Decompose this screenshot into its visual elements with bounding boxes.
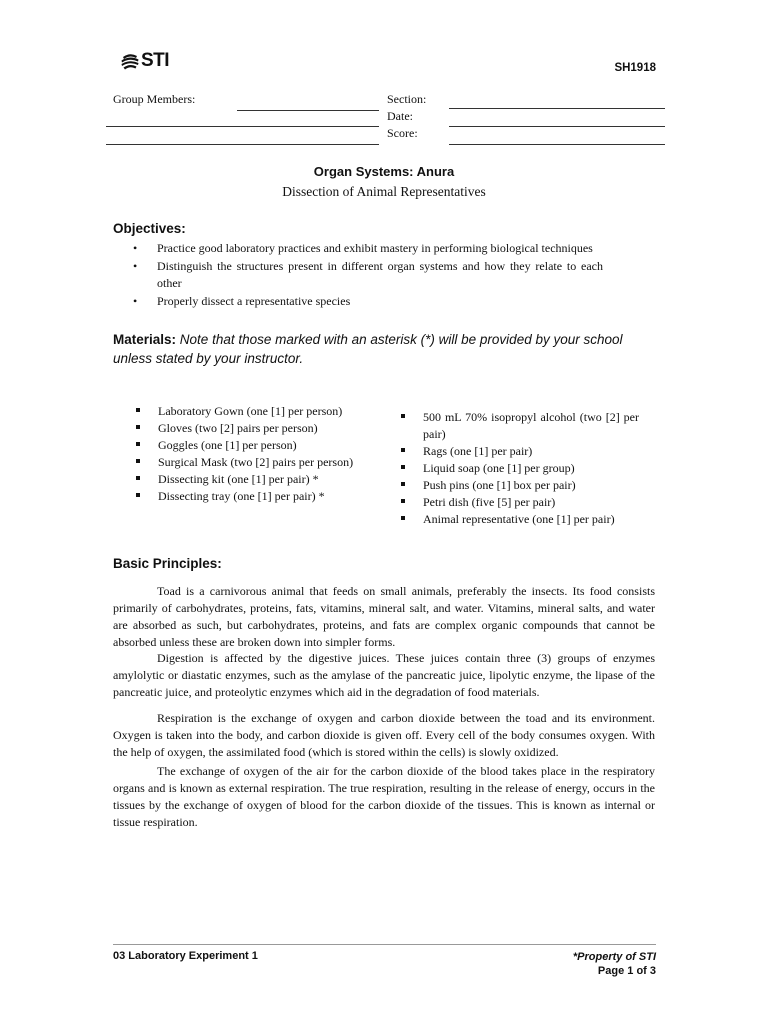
list-item: • Properly dissect a representative species: [133, 294, 351, 308]
square-bullet-icon: [136, 425, 140, 429]
page-title: Organ Systems: Anura: [313, 164, 455, 179]
principles-heading: Basic Principles:: [113, 556, 222, 571]
bullet-icon: •: [133, 259, 138, 273]
footer-right: [573, 950, 656, 978]
list-item: 500 mL 70% isopropyl alcohol (two [2] per pair): [399, 409, 639, 443]
section-line[interactable]: [449, 108, 665, 109]
logo-text: STI: [141, 50, 170, 71]
score-line[interactable]: [449, 144, 665, 145]
materials-list-left: [134, 403, 359, 505]
square-bullet-icon: [136, 493, 140, 497]
footer-property: *Property of STI: [572, 951, 656, 963]
principles-paragraph-2: Digestion is affected by the digestive juices. These juices contain three (3) groups of enzymes amylolytic or diastatic enzymes, such as the amylase of the pancreatic juice, lipolytic enzyme, the lipase of the pancreatic juice, and proteolytic enzymes which aid in the degradation of food materials.: [113, 651, 655, 699]
list-item: Rags (one [1] per pair): [399, 443, 639, 460]
square-bullet-icon: [401, 465, 405, 469]
materials-intro: [113, 330, 653, 368]
group-members-line-1[interactable]: [237, 110, 379, 111]
materials-heading: Materials:: [113, 332, 177, 347]
page-subtitle: Dissection of Animal Representatives: [282, 184, 486, 199]
square-bullet-icon: [401, 448, 405, 452]
square-bullet-icon: [136, 459, 140, 463]
footer-divider: [113, 944, 656, 945]
square-bullet-icon: [401, 482, 405, 486]
list-item: Dissecting kit (one [1] per pair) *: [134, 471, 359, 488]
materials-note: Note that those marked with an asterisk (*) will be provided by your school unless stated by your instructor.: [113, 332, 623, 366]
materials-list-right: [399, 409, 639, 528]
list-item: • Practice good laboratory practices and exhibit mastery in performing biological techniques: [133, 241, 593, 255]
list-item: Laboratory Gown (one [1] per person): [134, 403, 359, 420]
principles-paragraph-4: The exchange of oxygen of the air for the carbon dioxide of the blood takes place in the respiratory organs and is known as external respiration. The true respiration, resulting in the release of energy, occurs in the tissues by the exchange of oxygen of blood for the carbon dioxide of the tissues. This is known as internal or tissue respiration.: [113, 764, 655, 829]
date-label: Date:: [387, 109, 413, 123]
list-item: Push pins (one [1] box per pair): [399, 477, 639, 494]
principles-paragraph-3: Respiration is the exchange of oxygen and carbon dioxide between the toad and its environment. Oxygen is taken into the body, and carbon dioxide is given off. Every cell of the body consumes oxygen. With the help of oxygen, the assimilated food (which is stored within the cells) is slowly oxidized.: [113, 711, 655, 759]
footer-page-number: Page 1 of 3: [597, 965, 656, 977]
sti-logo: [120, 50, 169, 72]
objectives-heading: Objectives:: [113, 221, 186, 236]
square-bullet-icon: [401, 499, 405, 503]
group-members-line-2[interactable]: [106, 126, 379, 127]
group-members-label: Group Members:: [113, 92, 196, 106]
list-item: Animal representative (one [1] per pair): [399, 511, 639, 528]
section-label: Section:: [387, 92, 427, 106]
group-members-line-3[interactable]: [106, 144, 379, 145]
score-label: Score:: [387, 126, 418, 140]
square-bullet-icon: [401, 414, 405, 418]
list-item: Gloves (two [2] pairs per person): [134, 420, 359, 437]
list-item: Surgical Mask (two [2] pairs per person): [134, 454, 359, 471]
document-code: SH1918: [614, 62, 656, 74]
square-bullet-icon: [401, 516, 405, 520]
bullet-icon: •: [133, 241, 138, 255]
bullet-icon: •: [133, 294, 138, 308]
footer-experiment: 03 Laboratory Experiment 1: [113, 950, 258, 962]
list-item: Petri dish (five [5] per pair): [399, 494, 639, 511]
square-bullet-icon: [136, 442, 140, 446]
list-item: Dissecting tray (one [1] per pair) *: [134, 488, 359, 505]
list-item: Goggles (one [1] per person): [134, 437, 359, 454]
principles-paragraph-1: Toad is a carnivorous animal that feeds on small animals, preferably the insects. Its food consists primarily of carbohydrates, proteins, fats, vitamins, mineral salt, and water. Vitamins, mineral salts, and water are absorbed as such, but carbohydrates, proteins, and fats are complex organic compounds that cannot be absorbed unless these are broken down into simpler forms.: [113, 584, 655, 649]
globe-icon: [120, 51, 140, 71]
list-item: Liquid soap (one [1] per group): [399, 460, 639, 477]
objectives-list: [113, 240, 603, 311]
date-line[interactable]: [449, 126, 665, 127]
square-bullet-icon: [136, 476, 140, 480]
list-item: • Distinguish the structures present in different organ systems and how they relate to each other: [133, 259, 603, 290]
square-bullet-icon: [136, 408, 140, 412]
